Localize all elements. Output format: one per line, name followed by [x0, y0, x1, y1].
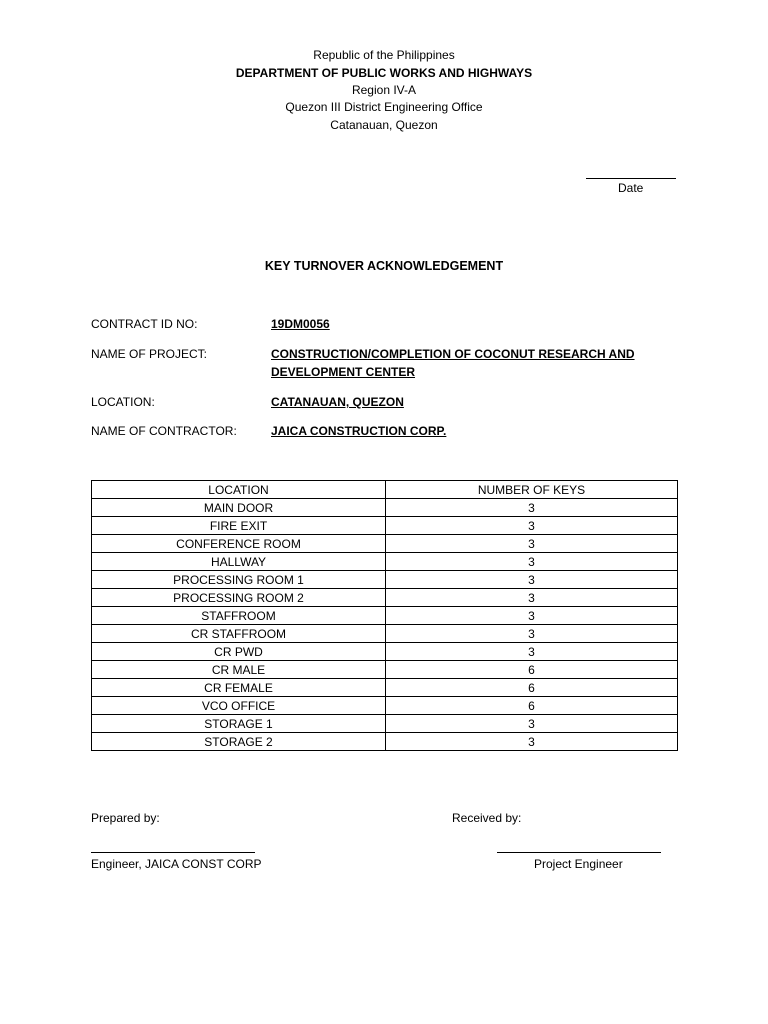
- project-name-value-line2: DEVELOPMENT CENTER: [271, 365, 416, 379]
- table-header-row: [92, 481, 678, 499]
- keys-count-cell: 3: [386, 643, 678, 661]
- document-title: KEY TURNOVER ACKNOWLEDGEMENT: [264, 259, 504, 273]
- location-cell: CR MALE: [92, 661, 386, 679]
- location-cell: MAIN DOOR: [92, 499, 386, 517]
- location-cell: VCO OFFICE: [92, 697, 386, 715]
- location-label: LOCATION:: [91, 395, 155, 409]
- table-row: [92, 733, 678, 751]
- project-name-label: NAME OF PROJECT:: [91, 347, 208, 361]
- table-row: [92, 679, 678, 697]
- keys-count-cell: 3: [386, 535, 678, 553]
- keys-count-cell: 6: [386, 697, 678, 715]
- contract-id-label: CONTRACT ID NO:: [91, 317, 198, 331]
- project-name-value-line1: CONSTRUCTION/COMPLETION OF COCONUT RESEARCH AND: [271, 347, 635, 361]
- received-by-title: Project Engineer: [534, 857, 623, 871]
- table-row: [92, 661, 678, 679]
- table-row: [92, 589, 678, 607]
- location-cell: FIRE EXIT: [92, 517, 386, 535]
- table-row: [92, 625, 678, 643]
- date-signature-line: [586, 178, 676, 179]
- header-region: Region IV-A: [351, 83, 417, 97]
- column-header-number-of-keys: NUMBER OF KEYS: [386, 481, 678, 499]
- location-cell: STORAGE 1: [92, 715, 386, 733]
- header-department: DEPARTMENT OF PUBLIC WORKS AND HIGHWAYS: [235, 66, 533, 80]
- location-cell: STORAGE 2: [92, 733, 386, 751]
- location-cell: CR FEMALE: [92, 679, 386, 697]
- keys-count-cell: 3: [386, 625, 678, 643]
- table-row: [92, 535, 678, 553]
- keys-count-cell: 3: [386, 607, 678, 625]
- contract-id-value: 19DM0056: [271, 317, 330, 331]
- keys-count-cell: 6: [386, 661, 678, 679]
- location-cell: CR PWD: [92, 643, 386, 661]
- keys-count-cell: 3: [386, 733, 678, 751]
- date-label: Date: [618, 181, 644, 195]
- location-cell: PROCESSING ROOM 1: [92, 571, 386, 589]
- keys-count-cell: 3: [386, 499, 678, 517]
- location-cell: HALLWAY: [92, 553, 386, 571]
- location-cell: CONFERENCE ROOM: [92, 535, 386, 553]
- keys-count-cell: 3: [386, 553, 678, 571]
- location-cell: PROCESSING ROOM 2: [92, 589, 386, 607]
- table-row: [92, 697, 678, 715]
- table-row: [92, 643, 678, 661]
- column-header-location: LOCATION: [92, 481, 386, 499]
- location-cell: STAFFROOM: [92, 607, 386, 625]
- header-district-office: Quezon III District Engineering Office: [285, 100, 483, 114]
- header-city: Catanauan, Quezon: [330, 118, 438, 132]
- prepared-by-title: Engineer, JAICA CONST CORP: [91, 857, 262, 871]
- table-row: [92, 517, 678, 535]
- keys-table: [91, 480, 678, 751]
- keys-count-cell: 6: [386, 679, 678, 697]
- table-row: [92, 571, 678, 589]
- location-cell: CR STAFFROOM: [92, 625, 386, 643]
- received-by-signature-line: [497, 852, 661, 853]
- received-by-label: Received by:: [452, 811, 522, 825]
- contractor-label: NAME OF CONTRACTOR:: [91, 424, 237, 438]
- table-row: [92, 553, 678, 571]
- keys-count-cell: 3: [386, 589, 678, 607]
- table-row: [92, 715, 678, 733]
- keys-count-cell: 3: [386, 715, 678, 733]
- keys-count-cell: 3: [386, 571, 678, 589]
- prepared-by-label: Prepared by:: [91, 811, 160, 825]
- table-row: [92, 499, 678, 517]
- header-republic: Republic of the Philippines: [313, 48, 455, 62]
- keys-count-cell: 3: [386, 517, 678, 535]
- location-value: CATANAUAN, QUEZON: [271, 395, 404, 409]
- table-row: [92, 607, 678, 625]
- prepared-by-signature-line: [91, 852, 255, 853]
- contractor-value: JAICA CONSTRUCTION CORP.: [271, 424, 447, 438]
